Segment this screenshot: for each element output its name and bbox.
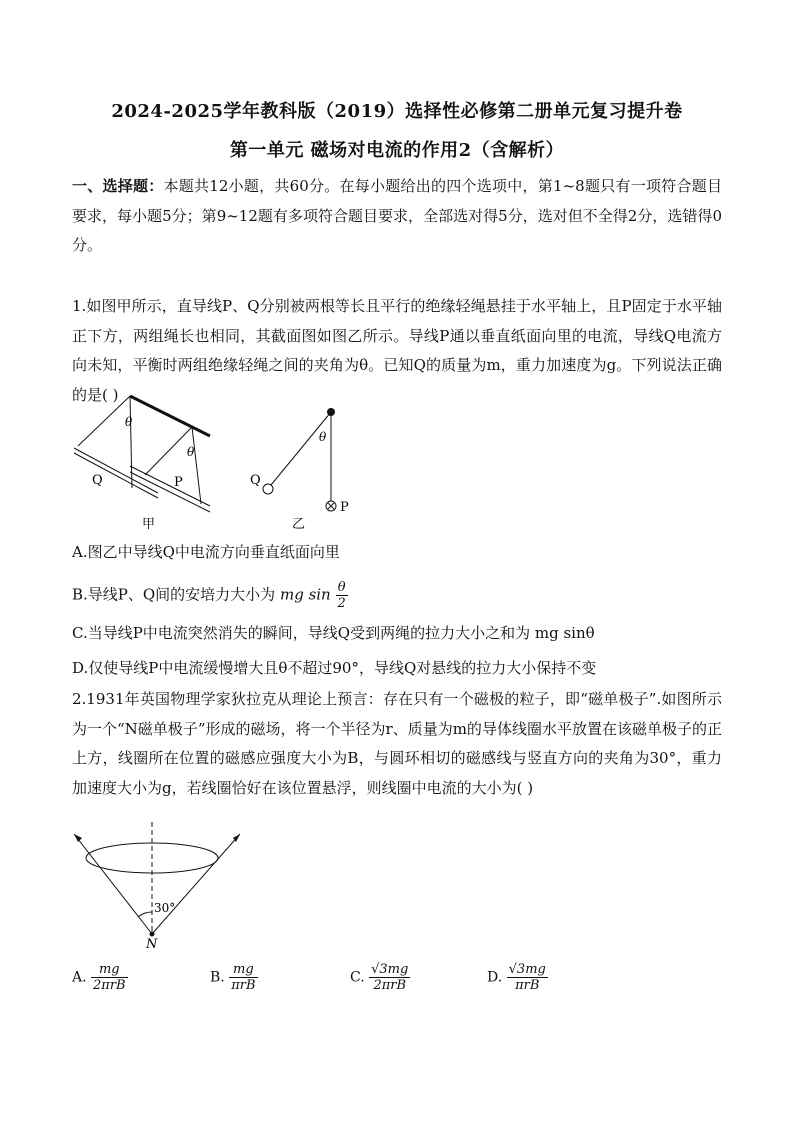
figure-1-theta-b: θ — [187, 445, 195, 459]
figure-1-caption-left: 甲 — [142, 517, 156, 532]
document-title: 2024-2025学年教科版（2019）选择性必修第二册单元复习提升卷 — [111, 101, 683, 122]
section-heading: 一、选择题： — [72, 177, 164, 195]
question-1-option-c: C.当导线P中电流突然消失的瞬间，导线Q受到两绳的拉力大小之和为 mg sinθ — [72, 624, 595, 642]
figure-1-left — [70, 388, 220, 538]
document-subtitle: 第一单元 磁场对电流的作用2（含解析） — [229, 140, 565, 161]
option-d-fraction: $\frac{√3mg}{\text{πrB}}$ — [508, 962, 546, 993]
option-b-fraction-2: $\frac{mg}{\text{πrB}}$ — [231, 962, 256, 993]
figure-1-right-p: P — [340, 500, 349, 515]
option-b-prefix: B.导线P、Q间的安培力大小为 — [72, 585, 276, 604]
question-1-stem: 1.如图甲所示，直导线P、Q分别被两根等长且平行的绝缘轻绳悬挂于水平轴上，且P固定于水平轴正下方，两组绳长也相同，其截面图如图乙所示。导线P通以垂直纸面向里的电流，导线Q电流方向未知，平衡时两组绝缘轻绳之间的夹角为θ。已知Q的质量为m，重力加速度为g。下列说法正确的是( ) — [72, 297, 722, 404]
question-1-option-d: D.仅使导线P中电流缓慢增大且θ不超过90°，导线Q对悬线的拉力大小保持不变 — [72, 659, 597, 677]
figure-1-label-q: Q — [92, 473, 103, 488]
question-2-option-b: B. $\frac{mg}{\text{πrB}}$ — [210, 962, 256, 993]
option-a-fraction: $\frac{mg}{\text{2πrB}}$ — [93, 962, 126, 993]
option-b-den: 2 — [337, 596, 346, 611]
option-c-fraction: $\frac{√3mg}{\text{2πrB}}$ — [371, 962, 409, 993]
figure-1-caption-right: 乙 — [292, 517, 306, 532]
section-instructions — [72, 172, 722, 261]
figure-1-label-p: P — [174, 475, 183, 490]
figure-1-right — [248, 400, 368, 540]
section-text: 本题共12小题，共60分。在每小题给出的四个选项中，第1~8题只有一项符合题目要求，每小题5分；第9~12题有多项符合题目要求，全部选对得5分，选对但不全得2分，选错得0分。 — [72, 177, 722, 254]
figure-2-monopole — [68, 820, 248, 952]
option-b-expr: mg sin — [279, 585, 331, 604]
figure-2-angle-label: 30° — [154, 901, 176, 915]
figure-2-pole-label: N — [146, 937, 158, 952]
figure-1-right-theta: θ — [319, 430, 327, 444]
option-b-fraction — [336, 580, 348, 611]
question-2-option-a: A. $\frac{mg}{\text{2πrB}}$ — [72, 962, 126, 993]
figure-1-right-q: Q — [250, 473, 261, 488]
question-1-option-a: A.图乙中导线Q中电流方向垂直纸面向里 — [72, 543, 340, 561]
question-2-stem: 2.1931年英国物理学家狄拉克从理论上预言：存在只有一个磁极的粒子，即“磁单极子”.如图所示为一个“N磁单极子”形成的磁场，将一个半径为r、质量为m的导体线圈水平放置在该磁单极子的正上方，线圈所在位置的磁感应强度大小为B，与圆环相切的磁感线与竖直方向的夹角为30°，重力加速度大小为g，若线圈恰好在该位置悬浮，则线圈中电流的大小为( ) — [72, 690, 722, 797]
question-1-option-b — [72, 580, 348, 611]
option-b-num: θ — [336, 580, 348, 596]
question-2-option-d: D. $\frac{√3mg}{\text{πrB}}$ — [487, 962, 546, 993]
figure-1-theta-a: θ — [125, 415, 133, 429]
question-2-option-c: C. $\frac{√3mg}{\text{2πrB}}$ — [350, 962, 409, 993]
